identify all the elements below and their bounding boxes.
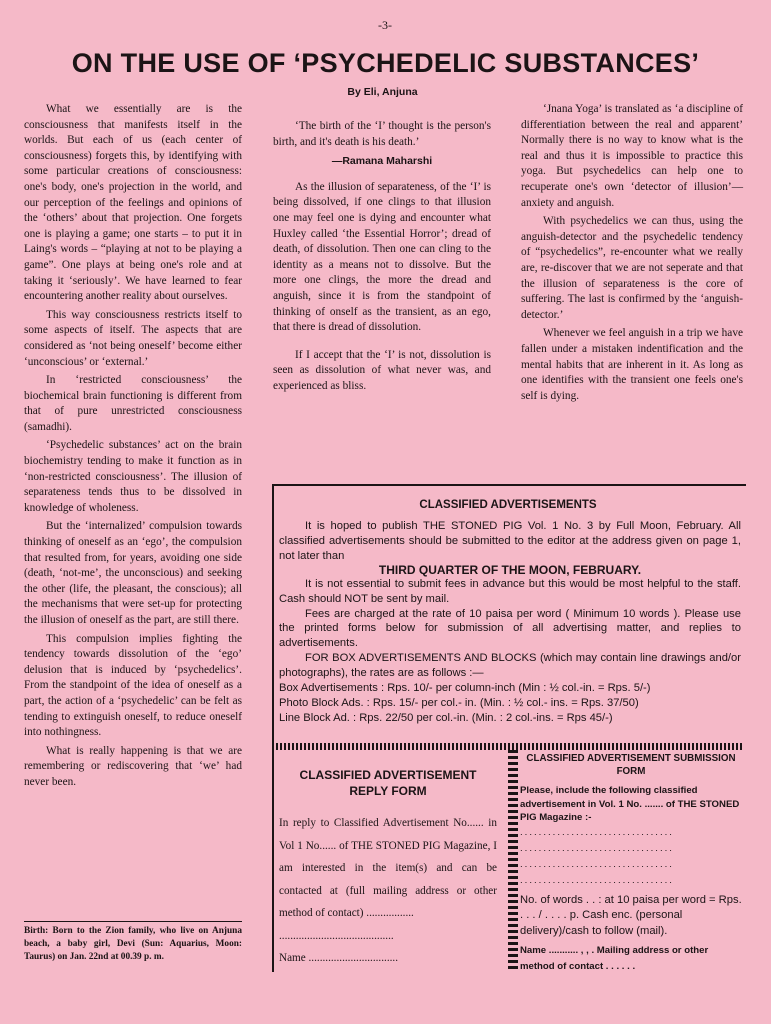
rate-line: Line Block Ad. : Rps. 22/50 per col.-in. (Min. : 2 col.-ins. = Rps 45/-) — [279, 711, 613, 724]
paragraph: What we essentially are is the consciousness that manifests itself in the worlds. But each of us (each center of consciousness) forgets this, by identifying with some particular creations of consciousness: one's body, one's projection in the world, and our perception of the feelings and opinions of the ‘others’ about that projection. One forgets one is playing a game; one starts – to put it in Laing's words – “playing at not to be playing a game”. One plays at being one's role and at taking it ‘seriously’. We have learned to fear encountering another reality about ourselves. — [24, 103, 242, 303]
reply-form-name-line[interactable]: Name ................................ — [279, 952, 399, 964]
quote: ‘The birth of the ‘I’ thought is the person's birth, and it's death is his death.’ — [273, 120, 491, 148]
submission-words-line[interactable]: No. of words . . : at 10 paisa per word = Rps. . . . / . . . . p. Cash enc. (personal delivery)/cash to follow (mail). — [520, 893, 742, 937]
classified-paragraph: Fees are charged at the rate of 10 paisa per word ( Minimum 10 words ). Please use the printed forms below for submission of all advertising matter, and replies to advertisements. — [279, 607, 741, 650]
submission-dot-line[interactable]: ................................. — [520, 874, 674, 886]
paragraph: In ‘restricted consciousness’ the biochemical brain functioning is different from that of pure unrestricted consciousness (samadhi). — [24, 374, 242, 433]
classified-deadline: THIRD QUARTER OF THE MOON, FEBRUARY. — [378, 562, 642, 577]
classified-paragraph: It is not essential to submit fees in advance but this would be most helpful to the staff. Cash should NOT be sent by mail. — [279, 577, 741, 605]
paragraph: This way consciousness restricts itself to some aspects of itself. The aspects that are considered as ‘not being oneself’ become either ‘unconscious’ or ‘external.’ — [24, 308, 242, 368]
paragraph: As the illusion of separateness, of the ‘I’ is being dissolved, if one clings to that illusion one may feel one is dying and encounter what Huxley called ‘the Essential Horror’; dread of death, of dissolution. Then one can cling to the identity as a means not to dissolve. But the more one clings, the more the dread and anguish, since it is from the standpoint of thinking of onself as the transient, as an ego, that there is dread of dissolution. — [273, 180, 491, 334]
ornamental-chain — [508, 750, 518, 972]
submission-form-instructions: Please, include the following classified advertisement in Vol. 1 No. ....... of THE STONED PIG Magazine :- — [520, 785, 740, 823]
classified-text — [279, 519, 741, 726]
rate-line: Box Advertisements : Rps. 10/- per column-inch (Min : ½ col.-in. = Rps. 5/-) — [279, 682, 651, 695]
rate-line: Photo Block Ads. : Rps. 15/- per col.- in. (Min. : ½ col.- ins. = Rps. 37/50) — [279, 696, 639, 709]
classified-paragraph: FOR BOX ADVERTISEMENTS AND BLOCKS (which may contain line drawings and/or photographs), the rates are as follows :— — [279, 652, 741, 680]
classified-heading: CLASSIFIED ADVERTISEMENTS — [419, 499, 597, 511]
paragraph: But the ‘internalized’ compulsion towards thinking of oneself as an ‘ego’, the compulsion that resulted from, for years, avoiding one side (death, ‘not-me’, the unconscious) and seeking the other (life, the pleasant, the conscious); all the mechanisms that were set-up for protecting the illusion of oneself as the part, are still there. — [24, 520, 242, 626]
birth-notice: Birth: Born to the Zion family, who live on Anjuna beach, a baby girl, Devi (Sun: Aquarius, Moon: Taurus) on Jan. 22nd at 00.39 p. m. — [24, 921, 242, 964]
reply-form-heading: CLASSIFIED ADVERTISEMENT REPLY FORM — [299, 768, 477, 798]
submission-dot-line[interactable]: ................................. — [520, 858, 674, 870]
page-number: -3- — [378, 18, 392, 32]
reply-form-body — [279, 812, 497, 970]
submission-form-heading: CLASSIFIED ADVERTISEMENT SUBMISSION FORM — [526, 753, 736, 777]
column-3 — [521, 102, 743, 407]
submission-form — [520, 752, 742, 974]
paragraph: If I accept that the ‘I’ is not, dissolution is seen as dissolution of what never was, and experienced as bliss. — [273, 348, 491, 392]
paragraph: With psychedelics we can thus, using the anguish-detector and the psychedelic tendency of “psychedelics”, re-encounter what we really are, re-discover that we are not seperate and that the illusion of separateness is the core of suffering. The last is confirmed by the ‘anguish-detector.’ — [521, 215, 743, 321]
paragraph: What is really happening is that we are remembering or rediscovering that ‘we’ had never been. — [24, 744, 242, 788]
classified-paragraph: It is hoped to publish THE STONED PIG Vol. 1 No. 3 by Full Moon, February. All classified advertisements should be submitted to the editor at the address given on page 1, not later than — [279, 520, 741, 562]
article-title: ON THE USE OF ‘PSYCHEDELIC SUBSTANCES’ — [71, 48, 700, 78]
quote-author: —Ramana Maharshi — [331, 155, 433, 168]
byline: By Eli, Anjuna — [347, 86, 418, 98]
paragraph: ‘Psychedelic substances’ act on the brain biochemistry tending to make it function as in ‘non-restricted consciousness’. The illusion of separateness tends thus to be dissolved in knowledge of wholeness. — [24, 439, 242, 514]
paragraph: ‘Jnana Yoga’ is translated as ‘a discipline of differentiation between the real and apparent’ Normally there is no way to know what is the real and thus it is impossible to practice this yoga. But psychedelics can help one to recuperate one's own ‘detector of illusion’—anxiety and anguish. — [521, 103, 743, 209]
reply-form-text[interactable]: In reply to Classified Advertisement No...... in Vol 1 No...... of THE STONED PIG Magazine, I am interested in the item(s) and can be contacted at (full mailing address or other method of contact) ................. — [279, 817, 497, 919]
submission-dot-line[interactable]: ................................. — [520, 842, 674, 854]
column-2 — [273, 119, 491, 398]
column-1 — [24, 102, 242, 794]
submission-name-line[interactable]: Name ........... , , . Mailing address or other method of contact . . . . . . — [520, 945, 709, 972]
reply-form-dots[interactable]: ......................................... — [279, 929, 394, 942]
paragraph: This compulsion implies fighting the tendency towards dissolution of the ‘ego’ delusion that is induced by ‘psychedelics’. From the standpoint of the idea of oneself as a part, the action of a ‘psychedelic’ can be felt as tending to extinguish oneself, to reduce oneself into nothingness. — [24, 632, 242, 739]
ornamental-divider — [272, 743, 744, 750]
paragraph: Whenever we feel anguish in a trip we have fallen under a mistaken indentification and the mental habits that are inherent in it. As long as one identifies with the transient one feels one's self is dying. — [521, 327, 743, 402]
submission-dot-line[interactable]: ................................. — [520, 826, 674, 838]
